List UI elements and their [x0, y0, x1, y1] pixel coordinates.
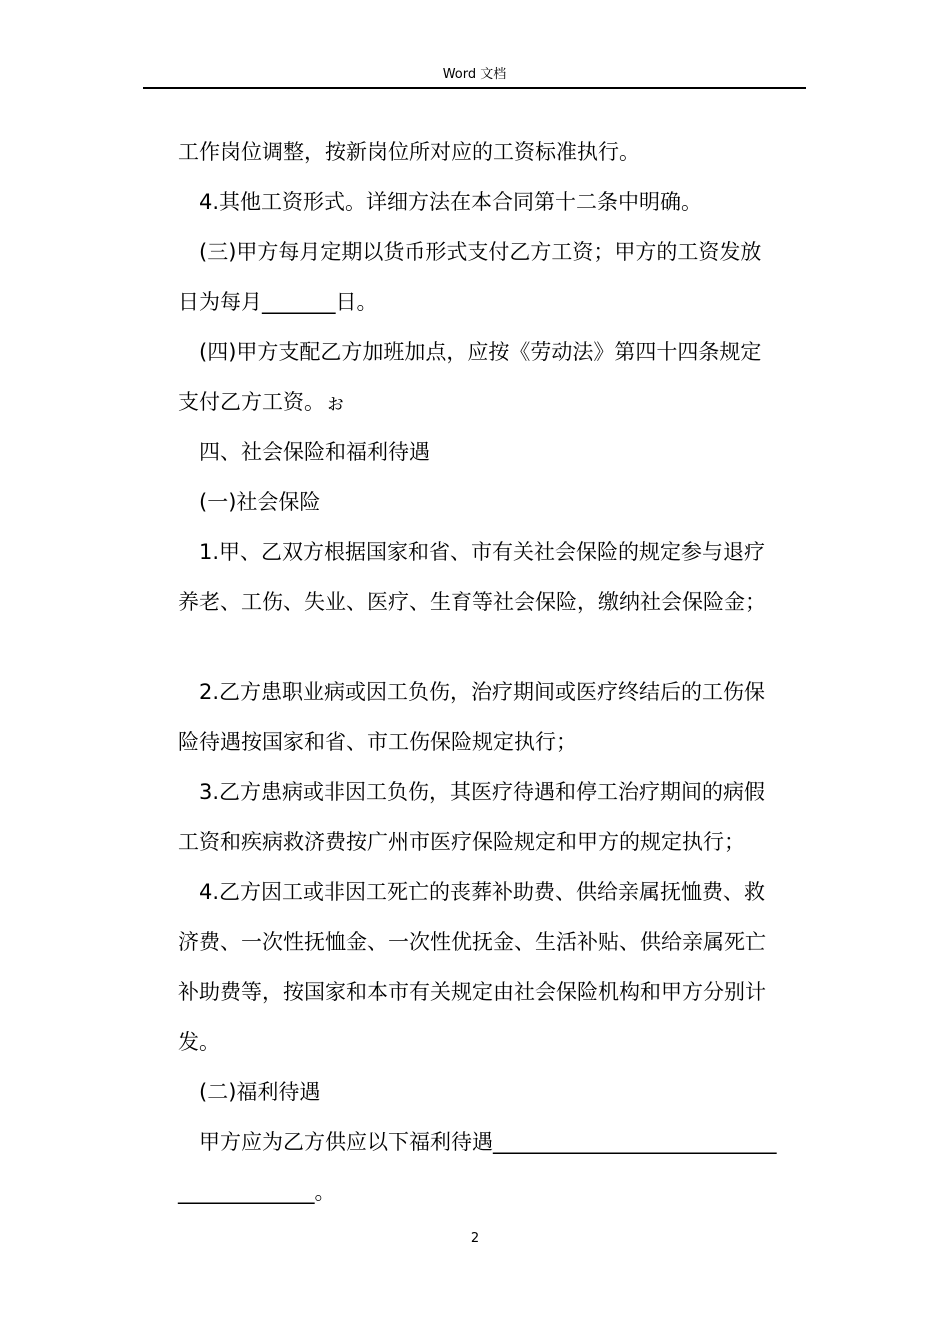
paragraph-line: 甲方应为乙方供应以下福利待遇___________________________	[199, 1130, 777, 1154]
paragraph-line: (三)甲方每月定期以货币形式支付乙方工资；甲方的工资发放	[199, 240, 762, 264]
page-number: 2	[470, 1231, 480, 1246]
paragraph-line: 2.乙方患职业病或因工负伤，治疗期间或医疗终结后的工伤保	[199, 680, 766, 704]
paragraph-line: 养老、工伤、失业、医疗、生育等社会保险，缴纳社会保险金；	[178, 590, 766, 614]
paragraph-line: 济费、一次性抚恤金、一次性优抚金、生活补贴、供给亲属死亡	[178, 930, 766, 954]
paragraph-line: 3.乙方患病或非因工负伤，其医疗待遇和停工治疗期间的病假	[199, 780, 766, 804]
subsection-heading: (二)福利待遇	[199, 1080, 321, 1104]
paragraph-line: 补助费等，按国家和本市有关规定由社会保险机构和甲方分别计	[178, 980, 766, 1004]
paragraph-line: 4.其他工资形式。详细方法在本合同第十二条中明确。	[199, 190, 703, 214]
page-header: Word 文档	[442, 67, 507, 82]
paragraph-line: 发。	[178, 1030, 220, 1054]
paragraph-line: 工作岗位调整，按新岗位所对应的工资标准执行。	[178, 140, 640, 164]
paragraph-line: 日为每月_______日。	[178, 290, 378, 314]
subsection-heading: (一)社会保险	[199, 490, 321, 514]
blank-line	[178, 627, 798, 667]
paragraph-line: _____________。	[178, 1180, 336, 1204]
paragraph-line: (四)甲方支配乙方加班加点，应按《劳动法》第四十四条规定	[199, 340, 762, 364]
paragraph-line: 险待遇按国家和省、市工伤保险规定执行；	[178, 730, 577, 754]
paragraph-line: 4.乙方因工或非因工死亡的丧葬补助费、供给亲属抚恤费、救	[199, 880, 766, 904]
header-divider	[143, 87, 806, 89]
section-heading: 四、社会保险和福利待遇	[199, 440, 430, 464]
paragraph-line: 1.甲、乙双方根据国家和省、市有关社会保险的规定参与退疗	[199, 540, 766, 564]
paragraph-line: 工资和疾病救济费按广州市医疗保险规定和甲方的规定执行；	[178, 830, 745, 854]
paragraph-line: 支付乙方工资。ぉ	[178, 390, 346, 414]
document-body	[178, 127, 798, 1217]
